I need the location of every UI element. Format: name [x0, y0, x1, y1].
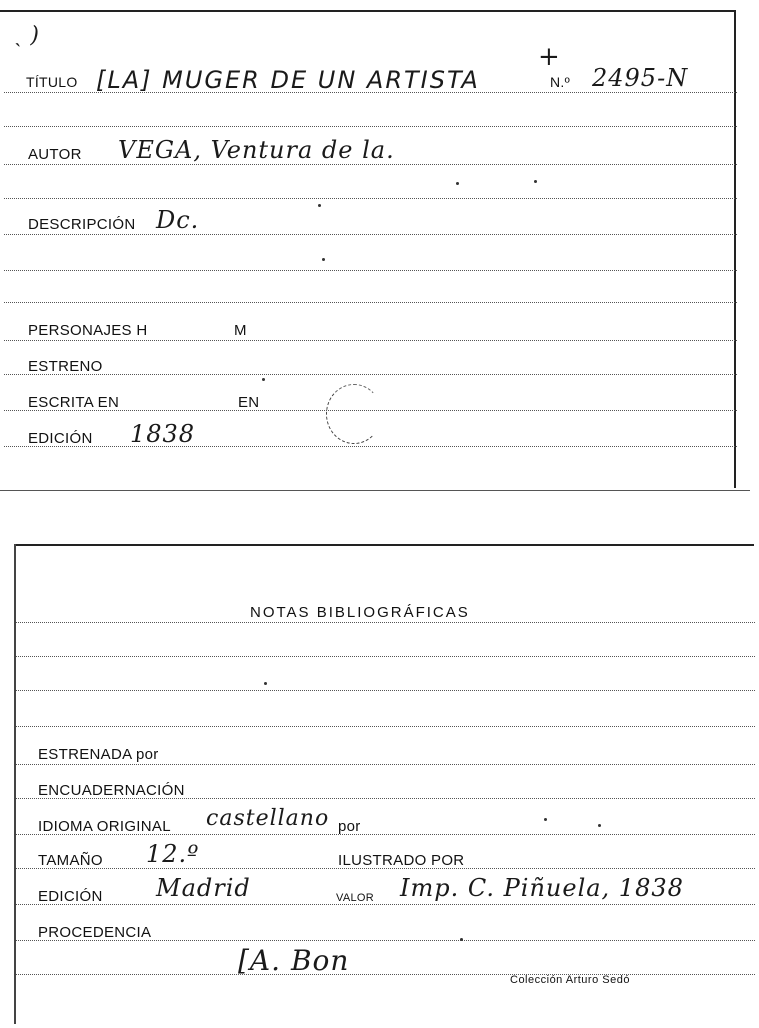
speck — [264, 682, 267, 685]
corner-mark: ˎ ) — [14, 23, 40, 48]
rule-line — [4, 164, 737, 165]
punch-hole-circle — [326, 384, 382, 444]
card-top-edge — [0, 10, 736, 12]
descripcion-value: Dc. — [156, 206, 200, 234]
rule-line — [16, 904, 755, 905]
rule-line — [4, 198, 737, 199]
notas-heading: NOTAS BIBLIOGRÁFICAS — [250, 604, 470, 621]
rule-line — [4, 340, 737, 341]
speck — [534, 180, 537, 183]
rule-line — [4, 270, 737, 271]
speck — [322, 258, 325, 261]
idioma-por-label: por — [338, 818, 361, 835]
personajes-label: PERSONAJES H — [28, 322, 148, 339]
edicion-value: 1838 — [130, 420, 196, 448]
card-bottom-edge — [0, 490, 750, 491]
estrenada-label: ESTRENADA por — [38, 746, 159, 763]
rule-line — [16, 622, 755, 623]
rule-line — [4, 126, 737, 127]
idioma-value: castellano — [206, 806, 330, 831]
autor-value: VEGA, Ventura de la. — [118, 136, 395, 164]
escrita-en-en-label: EN — [238, 394, 260, 411]
card-right-edge — [734, 10, 736, 488]
rule-line — [4, 92, 737, 93]
numero-value: 2495-N — [592, 64, 689, 92]
tamano-value: 12.º — [146, 840, 200, 868]
ilustrado-label: ILUSTRADO POR — [338, 852, 465, 869]
procedencia-label: PROCEDENCIA — [38, 924, 152, 941]
titulo-value: [LA] MUGER DE UN ARTISTA — [96, 66, 480, 94]
escrita-en-label: ESCRITA EN — [28, 394, 120, 411]
edicion-label: EDICIÓN — [28, 430, 93, 447]
procedencia-value: [A. Bon — [238, 944, 350, 977]
speck — [598, 824, 601, 827]
speck — [262, 378, 265, 381]
card-top-edge — [14, 544, 754, 546]
rule-line — [16, 868, 755, 869]
speck — [544, 818, 547, 821]
cross-mark: + — [538, 42, 561, 72]
rule-line — [4, 302, 737, 303]
rule-line — [4, 234, 737, 235]
titulo-label: TÍTULO — [26, 74, 78, 90]
rule-line — [16, 974, 755, 975]
rule-line — [16, 798, 755, 799]
idioma-label: IDIOMA ORIGINAL — [38, 818, 171, 835]
tamano-label: TAMAÑO — [38, 852, 103, 869]
rule-line — [16, 834, 755, 835]
rule-line — [4, 446, 737, 447]
estreno-label: ESTRENO — [28, 358, 103, 375]
encuadernacion-label: ENCUADERNACIÓN — [38, 782, 185, 799]
speck — [456, 182, 459, 185]
catalog-card-front — [0, 0, 759, 492]
rule-line — [16, 764, 755, 765]
rule-line — [4, 374, 737, 375]
valor-label: VALOR — [336, 892, 374, 904]
descripcion-label: DESCRIPCIÓN — [28, 216, 136, 233]
catalog-card-back — [0, 540, 759, 1028]
numero-label: N.º — [550, 74, 571, 90]
speck — [460, 938, 463, 941]
autor-label: AUTOR — [28, 146, 82, 163]
valor-value: Imp. C. Piñuela, 1838 — [400, 874, 684, 902]
coleccion-stamp: Colección Arturo Sedó — [510, 974, 630, 986]
speck — [318, 204, 321, 207]
rule-line — [16, 726, 755, 727]
card-left-edge — [14, 544, 16, 1024]
rule-line — [16, 690, 755, 691]
edicion-label-back: EDICIÓN — [38, 888, 103, 905]
edicion-value-back: Madrid — [156, 874, 251, 902]
personajes-m-label: M — [234, 322, 247, 339]
rule-line — [16, 940, 755, 941]
rule-line — [16, 656, 755, 657]
